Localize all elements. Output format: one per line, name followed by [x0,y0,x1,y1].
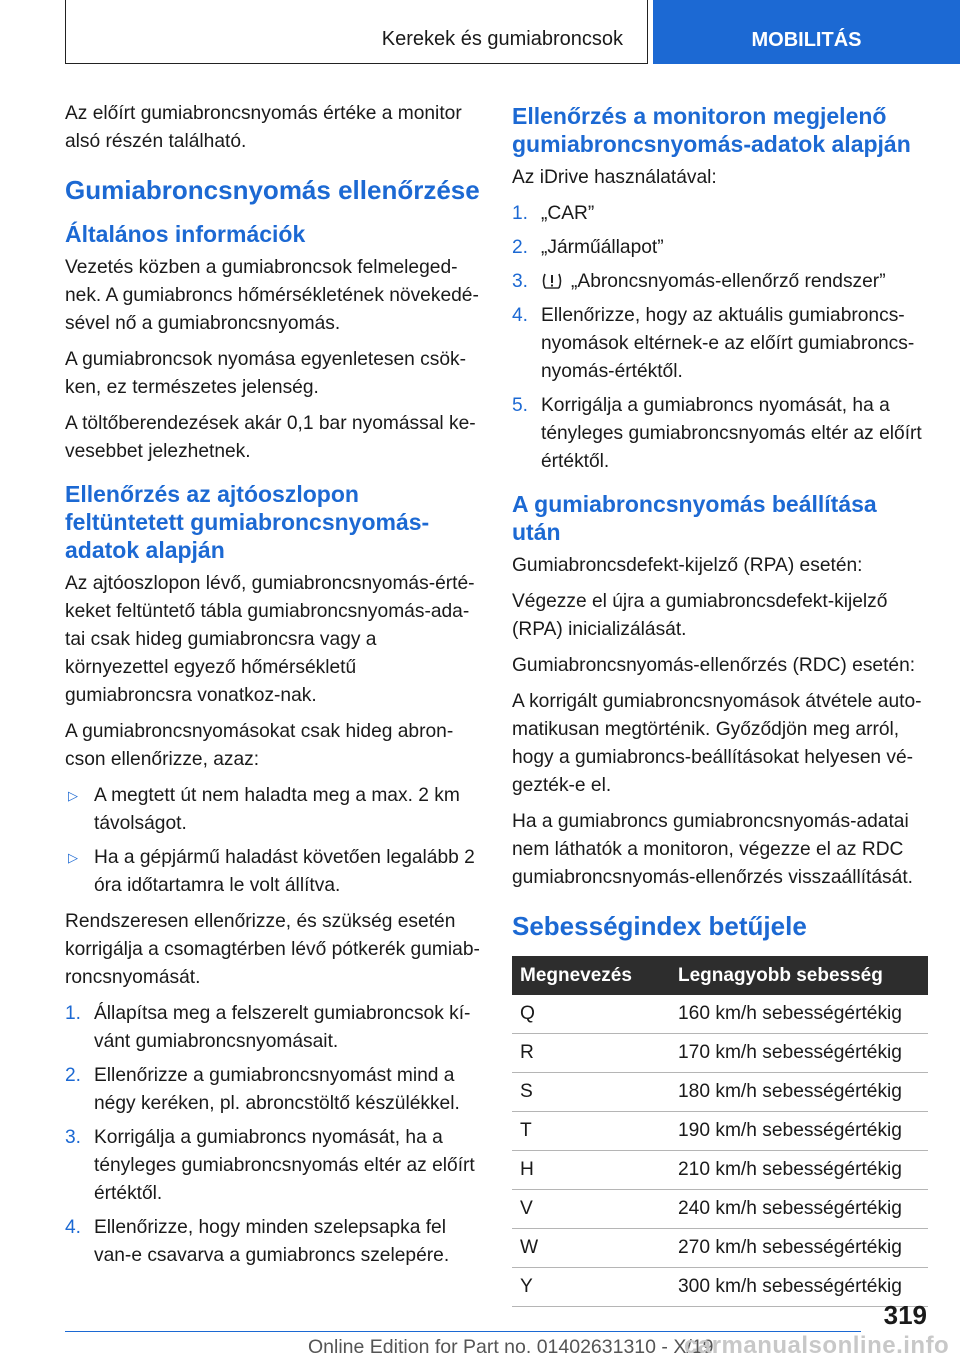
paragraph: Az ajtóoszlopon lévő, gumiabroncsnyomás-érté-keket feltüntető tábla gumiabroncsnyomás-ada-tai csak hideg gumiabroncsra vagy a környezettel egyező hőmérsékletű gumiabroncsra vonatkoz-nak. [65,573,475,706]
monitor-heading: Ellenőrzés a monitoron megjelenő gumiabroncsnyomás-adatok alapján [512,103,911,157]
list-item: 2. Ellenőrizze a gumiabroncsnyomást mind a négy keréken, pl. abroncstöltő készülékkel. [65,1062,480,1118]
step-number: 4. [512,305,529,326]
list-item: 2. „Járműállapot” [512,234,927,262]
numbered-list [512,200,927,476]
paragraph: Gumiabroncsnyomás-ellenőrzés (RDC) esetén: [512,655,916,676]
list-item: 5. Korrigálja a gumiabroncs nyomását, ha a tényleges gumiabroncsnyomás eltér az előírt értéktől. [512,392,927,476]
step-number: 1. [65,1003,82,1024]
bullet-list [65,782,480,900]
table-cell: R [512,1034,670,1073]
speed-index-table [512,956,928,1307]
left-column [65,100,480,1278]
triangle-bullet-icon: ▷ [68,788,78,803]
speed-index-heading: Sebességindex betűjele [512,911,807,941]
step-number: 5. [512,395,529,416]
paragraph: A gumiabroncsok nyomása egyenletesen csök-ken, ez természetes jelenség. [65,349,467,398]
column-header: Megnevezés [512,956,670,995]
table-row [512,995,928,1034]
list-item: 3. Korrigálja a gumiabroncs nyomását, ha a tényleges gumiabroncsnyomás eltér az előírt értéktől. [65,1124,480,1208]
table-cell: S [512,1073,670,1112]
table-cell: 270 km/h sebességértékig [670,1229,928,1268]
paragraph: Gumiabroncsdefekt-kijelző (RPA) esetén: [512,555,863,576]
watermark: carmanualsonline.info [684,1332,950,1359]
step-number: 3. [65,1127,82,1148]
step-number: 2. [512,237,529,258]
column-header: Legnagyobb sebesség [670,956,928,995]
right-column [512,100,927,1307]
table-cell: 300 km/h sebességértékig [670,1268,928,1307]
table-row [512,1268,928,1307]
table-cell: Y [512,1268,670,1307]
step-number: 4. [65,1217,82,1238]
list-item: 4. Ellenőrizze, hogy az aktuális gumiabroncs-nyomások eltérnek-e az előírt gumiabroncs-nyomás-értéktől. [512,302,927,386]
step-number: 3. [512,271,529,292]
list-item: 3. „Abroncsnyomás-ellenőrző rendszer” [512,268,927,296]
page-header [0,0,960,66]
list-item: 1. „CAR” [512,200,927,228]
table-cell: Q [512,995,670,1034]
table-cell: 190 km/h sebességértékig [670,1112,928,1151]
table-cell: 170 km/h sebességértékig [670,1034,928,1073]
table-header-row [512,956,928,995]
numbered-list [65,1000,480,1270]
table-cell: 240 km/h sebességértékig [670,1190,928,1229]
chapter-tab: MOBILITÁS [653,0,960,64]
table-row [512,1034,928,1073]
after-heading: A gumiabroncsnyomás beállítása után [512,491,877,545]
list-item: ▷ A megtett út nem haladta meg a max. 2 km távolságot. [65,782,480,838]
table-cell: T [512,1112,670,1151]
tire-pressure-warning-icon [541,272,563,290]
list-item: 4. Ellenőrizze, hogy minden szelepsapka fel van-e csavarva a gumiabroncs szelepére. [65,1214,480,1270]
table-row [512,1151,928,1190]
table-row [512,1073,928,1112]
triangle-bullet-icon: ▷ [68,850,78,865]
step-number: 2. [65,1065,82,1086]
table-cell: 180 km/h sebességértékig [670,1073,928,1112]
paragraph: A korrigált gumiabroncsnyomások átvétele auto-matikusan megtörténik. Győződjön meg arról, hogy a gumiabroncs-beállításokat helyesen vé-gezték-e el. [512,691,922,796]
paragraph: Rendszeresen ellenőrizze, és szükség esetén korrigálja a csomagtérben lévő pótkerék gumiab-roncsnyomását. [65,911,480,988]
table-cell: W [512,1229,670,1268]
paragraph: Vezetés közben a gumiabroncsok felmeleged-nek. A gumiabroncs hőmérsékletének növekedé-sével nő a gumiabroncsnyomás. [65,257,479,334]
step-number: 1. [512,203,529,224]
list-item: 1. Állapítsa meg a felszerelt gumiabroncsok kí-vánt gumiabroncsnyomásait. [65,1000,480,1056]
paragraph: Ha a gumiabroncs gumiabroncsnyomás-adatai nem láthatók a monitoron, végezze el az RDC gumiabroncsnyomás-ellenőrzés visszaállítását. [512,811,913,888]
door-heading: Ellenőrzés az ajtóoszlopon feltüntetett gumiabroncsnyomás-adatok alapján [65,481,430,563]
table-row [512,1229,928,1268]
general-heading: Általános információk [65,221,306,247]
paragraph: A töltőberendezések akár 0,1 bar nyomással ke-vesebbet jelezhetnek. [65,413,476,462]
main-heading: Gumiabroncsnyomás ellenőrzése [65,175,480,205]
list-item: ▷ Ha a gépjármű haladást követően legalább 2 óra időtartamra le volt állítva. [65,844,480,900]
table-cell: 210 km/h sebességértékig [670,1151,928,1190]
table-row [512,1190,928,1229]
paragraph: Végezze el újra a gumiabroncsdefekt-kijelző (RPA) inicializálását. [512,591,888,640]
section-title: Kerekek és gumiabroncsok [381,28,623,50]
section-tab [65,0,648,64]
table-cell: H [512,1151,670,1190]
paragraph: Az iDrive használatával: [512,167,717,188]
intro-paragraph: Az előírt gumiabroncsnyomás értéke a monitor alsó részén található. [65,103,462,152]
table-row [512,1112,928,1151]
page-number: 319 [883,1300,927,1330]
edition-text: Online Edition for Part no. 01402631310 - X/19 [308,1336,714,1358]
paragraph: A gumiabroncsnyomásokat csak hideg abron-cson ellenőrizze, azaz: [65,721,454,770]
table-cell: 160 km/h sebességértékig [670,995,928,1034]
table-cell: V [512,1190,670,1229]
